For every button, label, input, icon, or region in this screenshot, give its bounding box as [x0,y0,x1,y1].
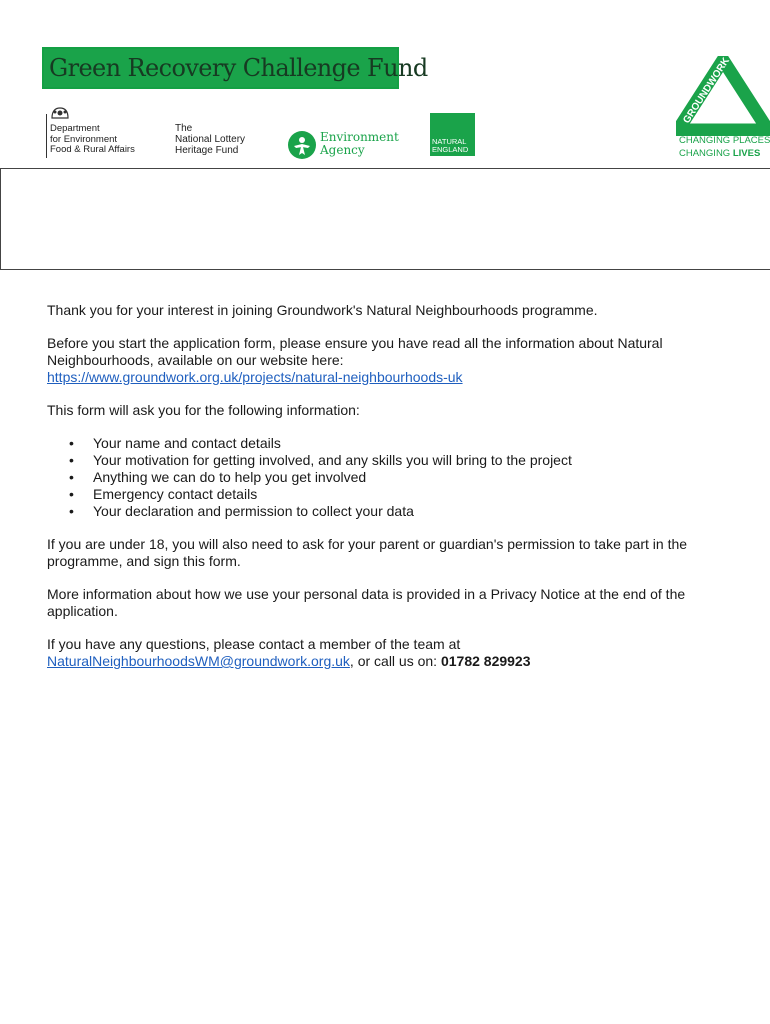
list-item: • Your motivation for getting involved, and any skills you will bring to the project [47,452,727,469]
before-start-text: Before you start the application form, please ensure you have read all the information about Natural Neighbourhoods, available on our website here: [47,335,663,368]
partner-logos [46,106,486,158]
form-asks-text: This form will ask you for the following information: [47,402,360,418]
intro-text: Thank you for your interest in joining Groundwork's Natural Neighbourhoods programme. [47,302,598,318]
list-item: • Your name and contact details [47,435,727,452]
tagline-line-2: CHANGING [679,147,733,159]
natural-england-name: NATURAL ENGLAND [432,137,469,154]
tagline-lives: LIVES [732,147,761,159]
list-item: • Anything we can do to help you get involved [47,469,727,486]
before-start-paragraph [47,335,727,386]
list-item: • Your declaration and permission to collect your data [47,503,727,520]
royal-crest-icon [50,106,70,120]
under-18-text: If you are under 18, you will also need to ask for your parent or guardian's permission to take part in the programme, and sign this form. [47,536,688,569]
info-list [47,435,727,520]
website-link[interactable]: https://www.groundwork.org.uk/projects/natural-neighbourhoods-uk [47,369,463,385]
list-item: • Emergency contact details [47,486,727,503]
title-box [0,168,770,270]
natural-england-logo [430,113,475,156]
banner-title: Green Recovery Challenge Fund [49,54,428,82]
questions-text: If you have any questions, please contact a member of the team at [47,636,461,652]
environment-agency-name: Environment Agency [320,130,399,157]
tagline-line-1: CHANGING PLACES [679,135,770,146]
environment-agency-icon [286,129,318,161]
groundwork-wordmark: GROUNDWORK [681,56,732,126]
groundwork-logo [676,56,770,162]
phone-number: 01782 829923 [440,653,531,669]
groundwork-tagline [679,135,770,160]
email-link[interactable]: NaturalNeighbourhoodsWM@groundwork.org.uk [47,653,350,669]
lottery-heritage-logo: The National Lottery Heritage Fund [175,123,246,156]
fund-banner [42,47,428,89]
call-text: , or call us on: [349,653,441,669]
main-content [47,302,727,686]
environment-agency-logo [286,129,416,163]
defra-name: Department for Environment Food & Rural Affairs [50,123,135,155]
defra-divider [46,114,47,158]
groundwork-triangle-icon [676,56,770,136]
privacy-text: More information about how we use your personal data is provided in a Privacy Notice at the end of the application. [47,586,686,619]
contact-paragraph [47,636,727,670]
